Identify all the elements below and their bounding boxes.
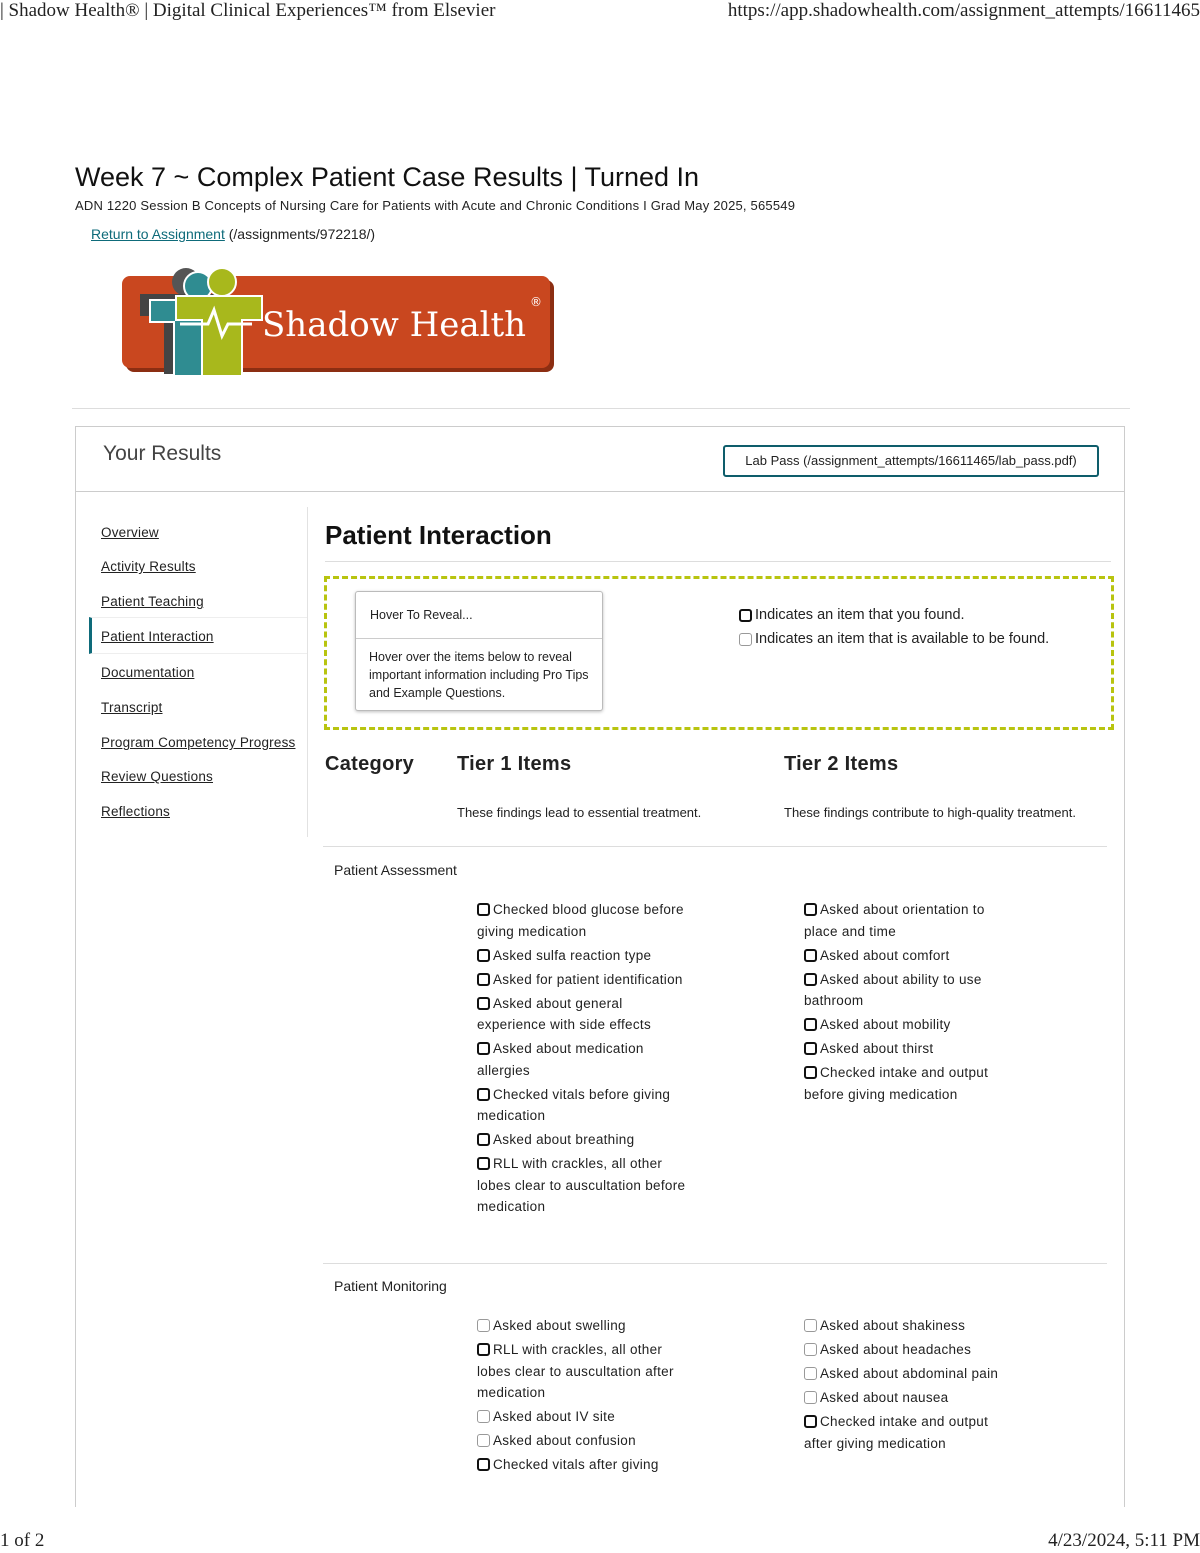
- divider: [356, 638, 602, 639]
- finding-item[interactable]: [804, 969, 1014, 1012]
- finding-item[interactable]: [477, 969, 687, 991]
- tier1-list: [477, 1315, 687, 1478]
- finding-item[interactable]: [804, 1062, 1014, 1105]
- finding-label: Asked about nausea: [820, 1390, 949, 1405]
- sidebar-item-patient-teaching[interactable]: Patient Teaching: [101, 594, 204, 609]
- found-checkbox-icon: [477, 1157, 490, 1170]
- results-header: [76, 427, 1124, 492]
- finding-item[interactable]: [804, 899, 1014, 942]
- finding-label: Asked about comfort: [820, 947, 950, 963]
- divider: [325, 561, 1111, 562]
- return-link-url: (/assignments/972218/): [228, 226, 376, 242]
- legend-found: [739, 607, 965, 623]
- finding-label: Asked about confusion: [493, 1433, 636, 1448]
- finding-label: Asked about medication allergies: [477, 1041, 644, 1078]
- lab-pass-button[interactable]: Lab Pass (/assignment_attempts/16611465/lab_pass.pdf): [723, 445, 1099, 477]
- found-checkbox-icon: [804, 1042, 817, 1055]
- finding-label: Checked vitals after giving: [493, 1457, 659, 1472]
- finding-label: Asked for patient identification: [493, 971, 683, 987]
- found-checkbox-icon: [477, 1133, 490, 1146]
- finding-item[interactable]: [477, 899, 687, 942]
- column-header-category: Category: [325, 753, 415, 775]
- finding-label: Asked about ability to use bathroom: [804, 971, 982, 1008]
- finding-item[interactable]: [477, 1339, 687, 1404]
- finding-item[interactable]: [477, 1084, 687, 1127]
- finding-label: Asked about swelling: [493, 1318, 626, 1333]
- found-checkbox-icon: [477, 1042, 490, 1055]
- available-checkbox-icon: [804, 1367, 817, 1380]
- found-checkbox-icon: [477, 1458, 490, 1471]
- category-label: Patient Assessment: [334, 862, 457, 878]
- hover-card-body: Hover over the items below to reveal important information including Pro Tips and Example Questions.: [369, 650, 589, 700]
- available-checkbox-icon: [739, 633, 752, 646]
- finding-label: Asked about shakiness: [820, 1318, 966, 1333]
- page-title: Week 7 ~ Complex Patient Case Results | Turned In: [75, 162, 700, 192]
- column-header-tier1: Tier 1 Items: [457, 753, 572, 775]
- finding-label: Asked about thirst: [820, 1041, 934, 1056]
- finding-label: Checked vitals before giving medication: [477, 1086, 671, 1123]
- finding-label: Asked about orientation to place and time: [804, 902, 985, 939]
- tier1-description: These findings lead to essential treatment.: [457, 805, 702, 820]
- finding-item[interactable]: [477, 1454, 687, 1476]
- finding-label: Asked about abdominal pain: [820, 1366, 999, 1381]
- available-checkbox-icon: [804, 1391, 817, 1404]
- finding-item[interactable]: [477, 1315, 687, 1337]
- found-checkbox-icon: [804, 973, 817, 986]
- hover-to-reveal-card[interactable]: [355, 591, 603, 711]
- found-checkbox-icon: [804, 1018, 817, 1031]
- finding-label: Checked intake and output before giving medication: [804, 1065, 989, 1102]
- finding-item[interactable]: [477, 1406, 687, 1428]
- available-checkbox-icon: [477, 1434, 490, 1447]
- found-checkbox-icon: [804, 1066, 817, 1079]
- results-sidebar: [89, 507, 308, 837]
- sidebar-item-transcript[interactable]: Transcript: [101, 700, 163, 715]
- finding-item[interactable]: [477, 1129, 687, 1151]
- found-checkbox-icon: [804, 949, 817, 962]
- finding-label: Asked about IV site: [493, 1409, 616, 1424]
- finding-item[interactable]: [804, 1387, 1014, 1409]
- tier2-list: [804, 899, 1014, 1108]
- results-panel: [75, 426, 1125, 1507]
- section-title: Patient Interaction: [325, 520, 552, 550]
- finding-label: Asked about mobility: [820, 1017, 951, 1032]
- finding-item[interactable]: [804, 1315, 1014, 1337]
- finding-label: Asked about headaches: [820, 1342, 972, 1357]
- print-header-url: https://app.shadowhealth.com/assignment_attempts/16611465: [727, 0, 1200, 21]
- finding-item[interactable]: [804, 1014, 1014, 1036]
- sidebar-item-review-questions[interactable]: Review Questions: [101, 769, 213, 784]
- course-subtitle: ADN 1220 Session B Concepts of Nursing Care for Patients with Acute and Chronic Conditions I Grad May 2025, 565549: [75, 198, 796, 213]
- finding-item[interactable]: [804, 1038, 1014, 1060]
- tier1-list: [477, 899, 687, 1220]
- found-checkbox-icon: [804, 1415, 817, 1428]
- tier2-description: These findings contribute to high-quality treatment.: [784, 805, 1076, 820]
- finding-item[interactable]: [477, 993, 687, 1036]
- finding-label: RLL with crackles, all other lobes clear to auscultation after medication: [477, 1342, 674, 1400]
- finding-item[interactable]: [477, 1430, 687, 1452]
- finding-item[interactable]: [477, 1038, 687, 1081]
- finding-item[interactable]: [477, 1153, 687, 1218]
- shadow-health-logo: [118, 264, 558, 382]
- found-checkbox-icon: [477, 1343, 490, 1356]
- finding-label: RLL with crackles, all other lobes clear to auscultation before medication: [477, 1156, 686, 1214]
- legend-box: [324, 576, 1114, 730]
- print-footer-page: 1 of 2: [0, 1530, 45, 1551]
- sidebar-item-overview[interactable]: Overview: [101, 525, 159, 540]
- available-checkbox-icon: [477, 1410, 490, 1423]
- legend-available-text: Indicates an item that is available to be found.: [755, 631, 1050, 647]
- sidebar-item-patient-interaction[interactable]: Patient Interaction: [101, 629, 214, 644]
- found-checkbox-icon: [477, 903, 490, 916]
- category-label: Patient Monitoring: [334, 1278, 447, 1294]
- found-checkbox-icon: [477, 949, 490, 962]
- finding-label: Asked sulfa reaction type: [493, 947, 652, 963]
- divider: [323, 846, 1107, 847]
- found-checkbox-icon: [477, 973, 490, 986]
- print-footer-date: 4/23/2024, 5:11 PM: [1048, 1530, 1200, 1551]
- sidebar-item-reflections[interactable]: Reflections: [101, 804, 170, 819]
- finding-item[interactable]: [804, 1363, 1014, 1385]
- finding-item[interactable]: [804, 1411, 1014, 1454]
- print-header-title: | Shadow Health® | Digital Clinical Experiences™ from Elsevier: [0, 0, 496, 21]
- results-heading: Your Results: [103, 442, 222, 465]
- available-checkbox-icon: [477, 1319, 490, 1332]
- divider: [323, 1263, 1107, 1264]
- column-header-tier2: Tier 2 Items: [784, 753, 899, 775]
- sidebar-item-documentation[interactable]: Documentation: [101, 665, 195, 680]
- available-checkbox-icon: [804, 1343, 817, 1356]
- logo-registered-mark: ®: [530, 295, 542, 309]
- logo-wordmark: Shadow Health: [262, 305, 527, 345]
- hover-card-title: Hover To Reveal...: [370, 608, 473, 622]
- finding-label: Checked intake and output after giving medication: [804, 1414, 989, 1451]
- found-checkbox-icon: [477, 997, 490, 1010]
- sidebar-item-program-competency-progress[interactable]: Program Competency Progress: [101, 735, 296, 750]
- finding-label: Checked blood glucose before giving medication: [477, 902, 684, 939]
- finding-item[interactable]: [804, 945, 1014, 967]
- finding-label: Asked about general experience with side effects: [477, 995, 651, 1032]
- available-checkbox-icon: [804, 1319, 817, 1332]
- return-to-assignment[interactable]: [91, 226, 375, 242]
- found-checkbox-icon: [477, 1088, 490, 1101]
- found-checkbox-icon: [804, 903, 817, 916]
- found-checkbox-icon: [739, 609, 752, 622]
- legend-available: [739, 631, 1049, 647]
- finding-item[interactable]: [477, 945, 687, 967]
- finding-item[interactable]: [804, 1339, 1014, 1361]
- return-link-label[interactable]: Return to Assignment: [91, 226, 225, 242]
- divider: [72, 408, 1130, 409]
- legend-found-text: Indicates an item that you found.: [755, 607, 965, 623]
- finding-label: Asked about breathing: [493, 1132, 635, 1147]
- tier2-list: [804, 1315, 1014, 1457]
- sidebar-item-activity-results[interactable]: Activity Results: [101, 559, 196, 574]
